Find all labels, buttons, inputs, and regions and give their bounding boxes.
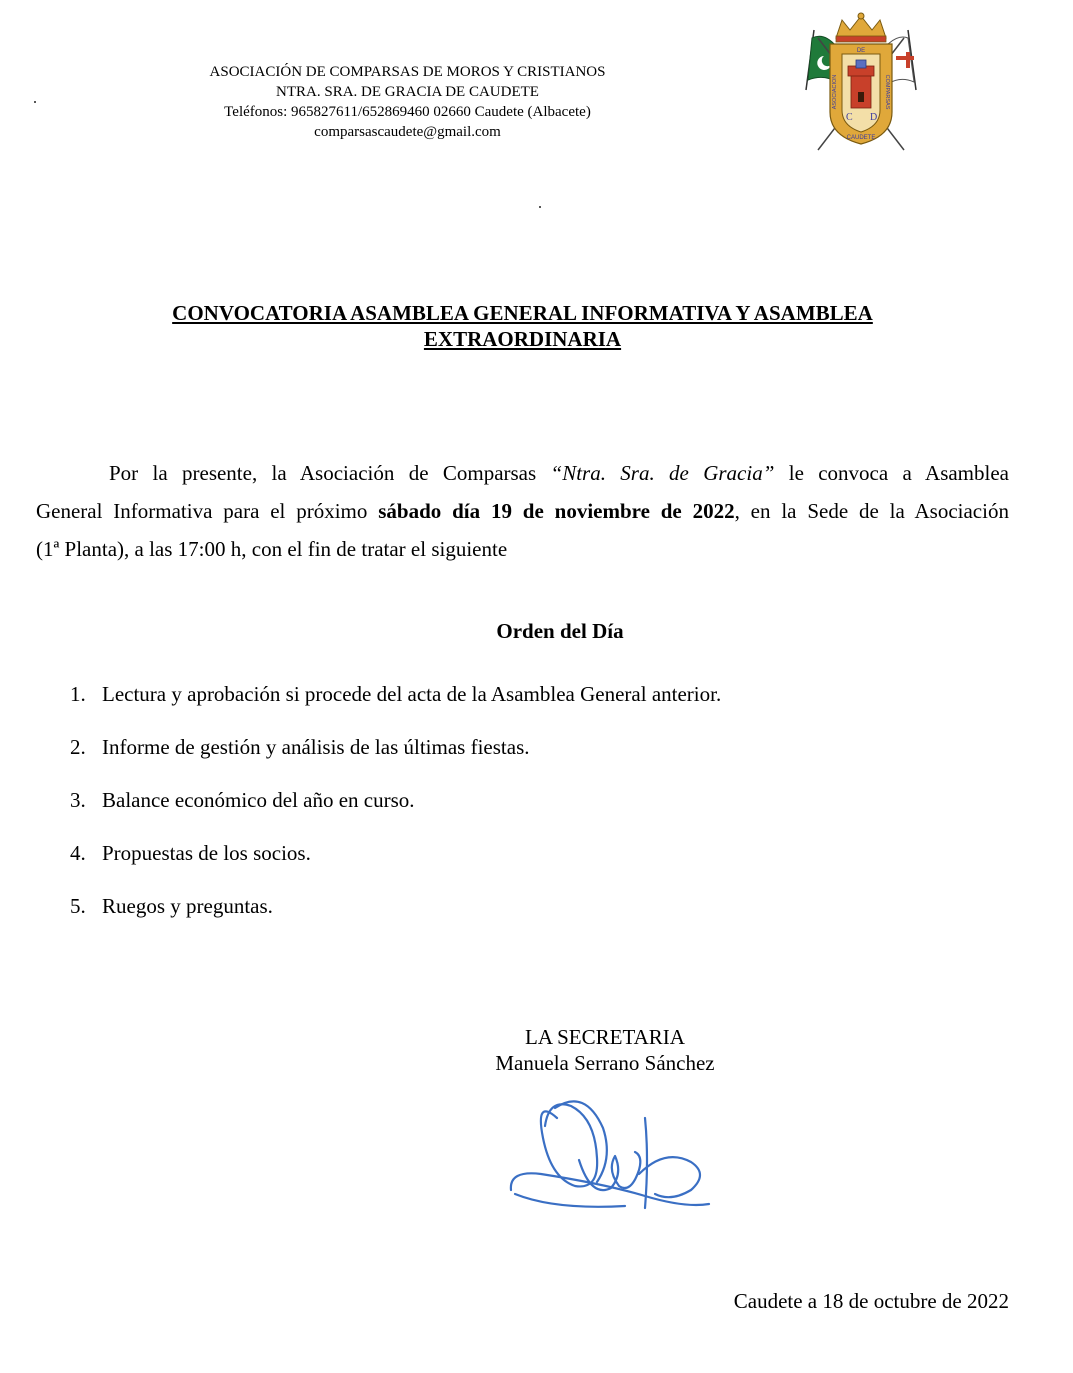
paragraph-line-1 [36,454,1009,492]
agenda-item-text: Propuestas de los socios. [102,841,311,865]
handwritten-signature [495,1078,735,1228]
association-name-italic: “Ntra. Sra. de Gracia” [550,461,775,485]
agenda-item-text: Informe de gestión y análisis de las últimas fiestas. [102,735,530,759]
paragraph-line-3: (1ª Planta), a las 17:00 h, con el fin de tratar el siguiente [36,537,508,561]
agenda-item-number: 3. [70,788,86,812]
agenda-item-number: 5. [70,894,86,918]
paragraph-text: Por la presente, la Asociación de Comparsas [109,461,551,485]
agenda-item-number: 1. [70,682,86,706]
convocation-paragraph [36,454,1009,568]
meeting-date-bold: sábado día 19 de noviembre de 2022 [378,499,735,523]
paragraph-line-2 [36,492,1009,530]
letterhead-phones: Teléfonos: 965827611/652869460 02660 Caudete (Albacete) [224,104,591,120]
agenda-list [70,680,970,945]
svg-text:C: C [846,112,853,123]
title-line-2: EXTRAORDINARIA [423,327,622,351]
stray-mark [34,101,36,103]
svg-text:DE: DE [856,48,866,54]
document-title [60,300,985,352]
agenda-item-number: 4. [70,841,86,865]
letterhead-email: comparsascaudete@gmail.com [314,124,501,140]
letterhead-subtitle: NTRA. SRA. DE GRACIA DE CAUDETE [276,84,539,100]
agenda-item-text: Lectura y aprobación si procede del acta de la Asamblea General anterior. [102,682,722,706]
date-and-place: Caudete a 18 de octubre de 2022 [733,1289,1009,1313]
agenda-item [70,786,970,839]
agenda-item-text: Balance económico del año en curso. [102,788,415,812]
agenda-item [70,839,970,892]
title-line-1: CONVOCATORIA ASAMBLEA GENERAL INFORMATIVA Y ASAMBLEA [172,301,873,325]
paragraph-text: le convoca a Asamblea [774,461,1009,485]
stray-mark [539,206,541,208]
signer-role: LA SECRETARIA [525,1025,685,1049]
svg-text:CAUDETE: CAUDETE [846,135,876,141]
agenda-item [70,733,970,786]
svg-text:COMPARSAS: COMPARSAS [884,74,890,110]
paragraph-text: , en la Sede de la Asociación [734,499,1009,523]
agenda-item [70,680,970,733]
paragraph-text: General Informativa para el próximo [36,499,379,523]
signer-name: Manuela Serrano Sánchez [495,1051,715,1075]
svg-text:ASOCIACION: ASOCIACION [832,74,838,110]
signature-block [470,1024,740,1076]
association-crest-logo [796,8,926,158]
agenda-heading: Orden del Día [496,619,624,643]
agenda-item-number: 2. [70,735,86,759]
svg-text:D: D [870,112,878,123]
agenda-item-text: Ruegos y preguntas. [102,894,273,918]
letterhead-association-name: ASOCIACIÓN DE COMPARSAS DE MOROS Y CRISTIANOS [209,64,606,80]
agenda-item [70,892,970,945]
letterhead [140,62,675,142]
